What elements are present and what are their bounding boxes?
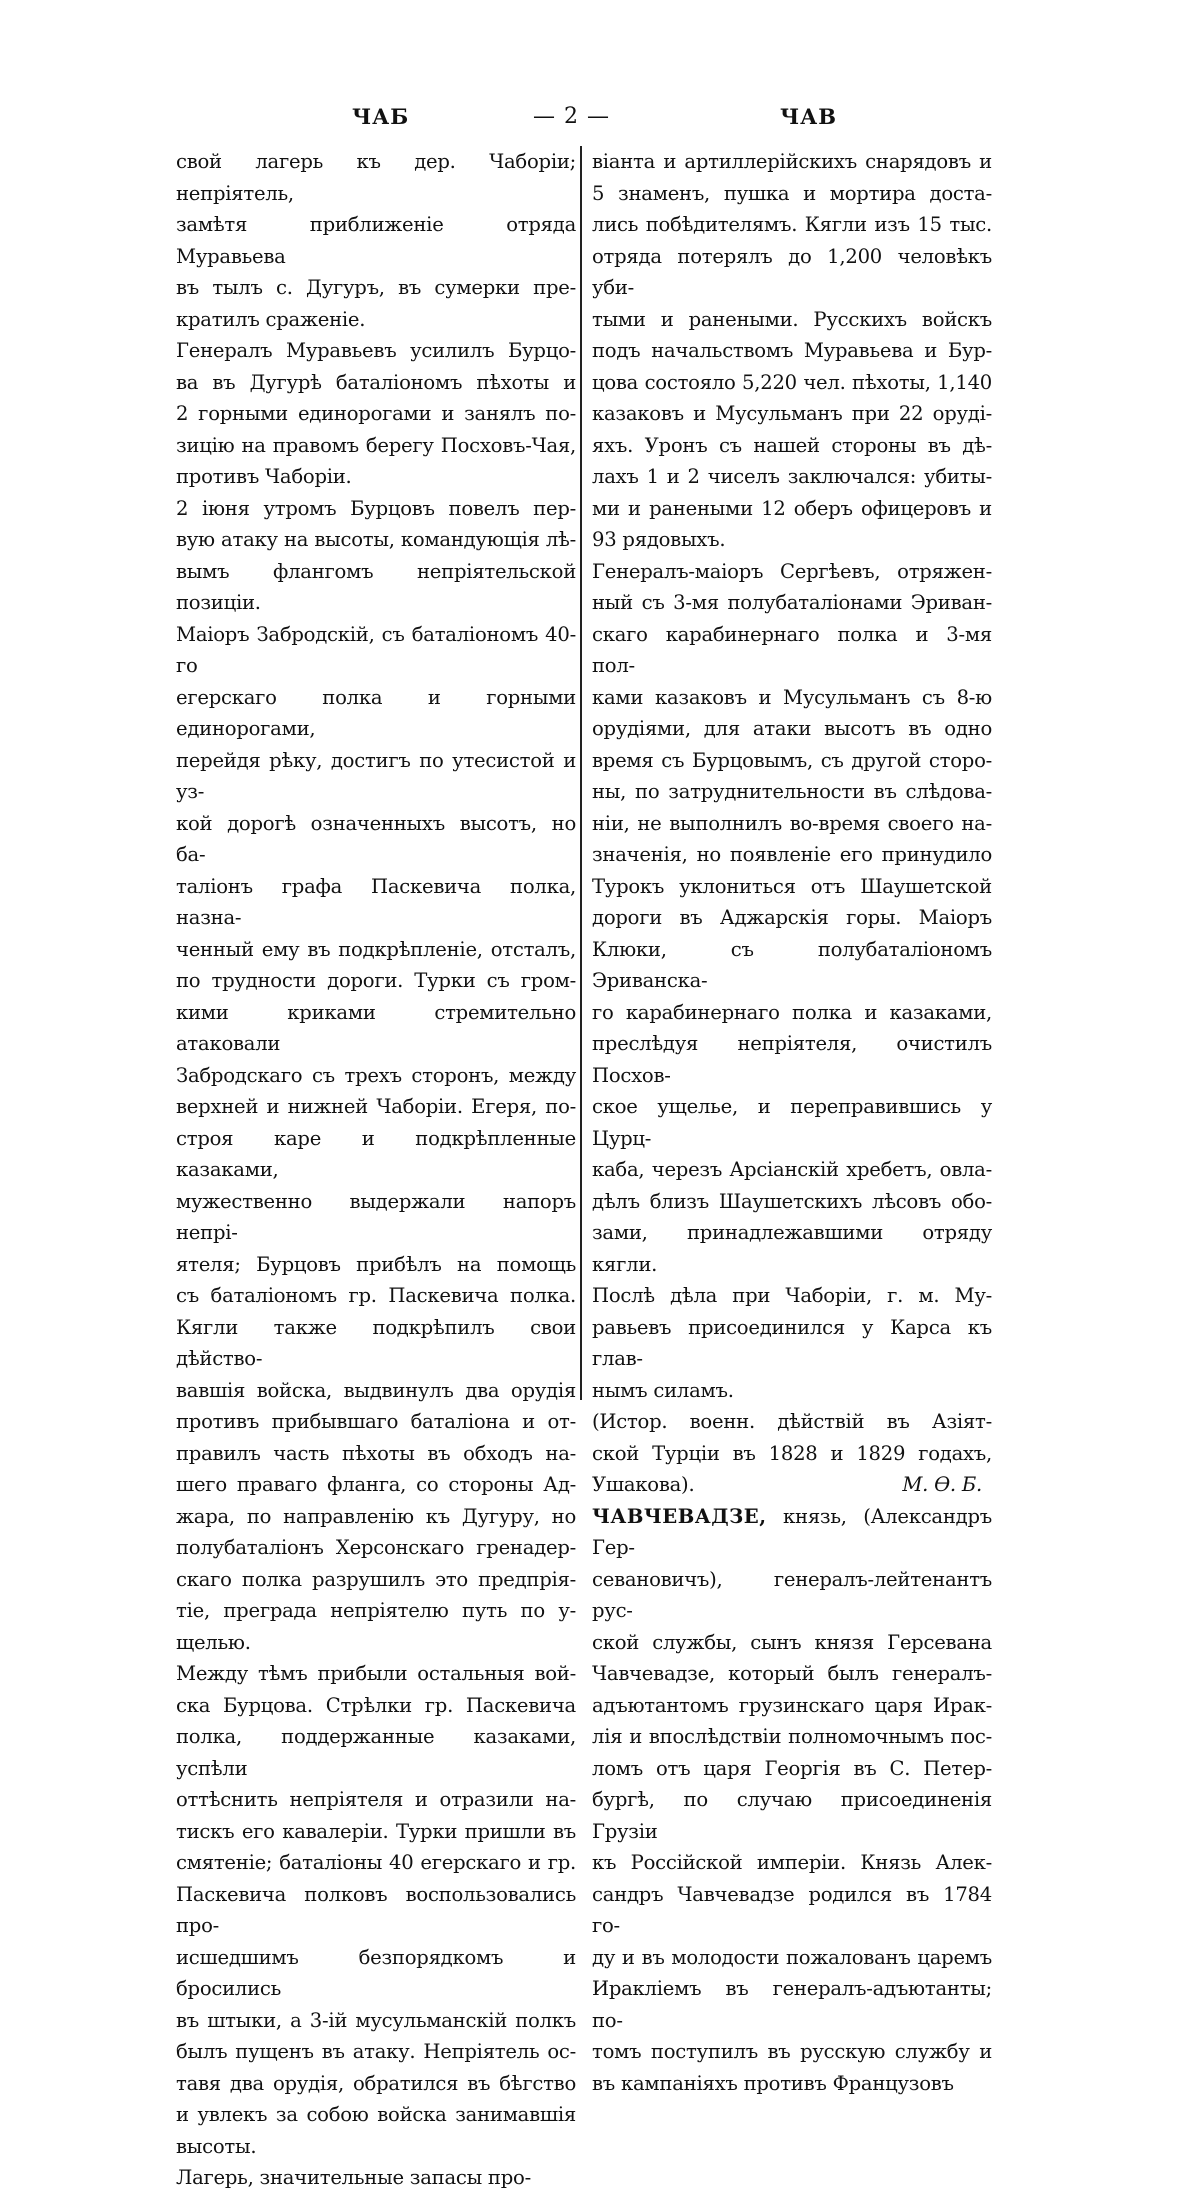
text-line: нымъ силамъ. (592, 1378, 734, 1402)
text-line: верхней и нижней Чаборіи. Егеря, по- (176, 1095, 576, 1118)
text-line: лись побѣдителямъ. Кягли изъ 15 тыс. (592, 213, 992, 236)
text-line: тыми и ранеными. Русскихъ войскъ (592, 307, 992, 331)
text-line: віанта и артиллерійскихъ снарядовъ и (592, 150, 992, 173)
text-line: вымъ флангомъ непріятельской позиціи. (176, 559, 576, 614)
text-line: орудіями, для атаки высотъ въ одно (592, 717, 992, 740)
text-line: ками казаковъ и Мусульманъ съ 8-ю (592, 685, 992, 709)
text-line: Клюки, съ полубаталіономъ Эриванска- (592, 937, 992, 992)
entry-headword-rest: князь, (Александръ Гер- (592, 1504, 992, 1559)
text-line: ска Бурцова. Стрѣлки гр. Паскевича (176, 1693, 576, 1717)
text-line: каба, черезъ Арсіанскій хребетъ, овла- (592, 1158, 992, 1181)
text-line: Иракліемъ въ генералъ-адъютанты; по- (592, 1977, 992, 2032)
text-line: вую атаку на высоты, командующія лѣ- (176, 528, 576, 551)
text-line: мужественно выдержали напоръ непрі- (176, 1189, 576, 1244)
text-line: противъ прибывшаго баталіона и от- (176, 1410, 576, 1433)
text-line: высоты. (176, 2134, 257, 2158)
text-line: ніи, не выполнилъ во-время своего на- (592, 811, 992, 835)
text-line: Между тѣмъ прибыли остальныя вой- (176, 1662, 576, 1685)
paragraph (176, 335, 576, 493)
text-line: ломъ отъ царя Георгія въ С. Петер- (592, 1756, 992, 1780)
text-line: севановичъ), генералъ-лейтенантъ рус- (592, 1567, 992, 1622)
citation-line (592, 1469, 992, 1501)
text-line: подъ начальствомъ Муравьева и Бур- (592, 339, 992, 362)
paragraph (592, 1280, 992, 1406)
text-line: равьевъ присоединился у Карса къ глав- (592, 1315, 992, 1370)
text-line: съ баталіономъ гр. Паскевича полка. (176, 1284, 576, 1307)
paragraph (176, 1658, 576, 2162)
text-line: лія и впослѣдствіи полномочнымъ пос- (592, 1725, 992, 1748)
text-line (592, 1501, 992, 1564)
text-line: ское ущелье, и переправившись у Цурц- (592, 1095, 992, 1150)
text-line: го карабинернаго полка и казаками, (592, 1000, 992, 1024)
text-line: вавшія войска, выдвинулъ два орудія (176, 1378, 576, 1402)
text-line: ду и въ молодости пожалованъ царемъ (592, 1945, 992, 1969)
left-column (176, 146, 576, 2194)
text-line: ской службы, сынъ князя Герсевана (592, 1630, 992, 1654)
text-line: Паскевича полковъ воспользовались про- (176, 1882, 576, 1937)
text-line: Генералъ Муравьевъ усилилъ Бурцо- (176, 339, 576, 362)
text-line: яхъ. Уронъ съ нашей стороны въ дѣ- (592, 433, 992, 457)
text-line: противъ Чаборіи. (176, 465, 352, 488)
text-line: по трудности дороги. Турки съ гром- (176, 969, 576, 992)
paragraph (592, 556, 992, 1281)
text-line: жара, по направленію къ Дугуру, но (176, 1504, 576, 1528)
text-line: шего праваго фланга, со стороны Ад- (176, 1473, 576, 1496)
paragraph (592, 146, 992, 556)
text-line: оттѣснить непріятеля и отразили на- (176, 1788, 576, 1811)
text-line: скаго карабинернаго полка и 3-мя пол- (592, 622, 992, 677)
running-head-right: ЧАВ (780, 104, 838, 129)
text-line: адъютантомъ грузинскаго царя Ирак- (592, 1693, 992, 1717)
text-line: ченный ему въ подкрѣпленіе, отсталъ, (176, 937, 576, 961)
text-line: время съ Бурцовымъ, съ другой сторо- (592, 748, 992, 772)
paragraph (176, 493, 576, 1659)
text-line: дѣлъ близъ Шаушетскихъ лѣсовъ обо- (592, 1189, 992, 1213)
paragraph (176, 2162, 576, 2194)
text-line: цова состояло 5,220 чел. пѣхоты, 1,140 (592, 370, 992, 394)
text-line: егерскаго полка и горными единорогами, (176, 685, 576, 740)
text-line: 2 горными единорогами и занялъ по- (176, 402, 576, 425)
text-line: кратилъ сраженіе. (176, 307, 366, 331)
text-line: смятеніе; баталіоны 40 егерскаго и гр. (176, 1851, 576, 1874)
text-line: кими криками стремительно атаковали (176, 1000, 576, 1055)
text-line: 93 рядовыхъ. (592, 528, 726, 551)
text-line: свой лагерь къ дер. Чаборіи; непріятель, (176, 150, 576, 205)
text-line: лахъ 1 и 2 чиселъ заключался: убиты- (592, 465, 992, 488)
text-line: къ Россійской имперіи. Князь Алек- (592, 1851, 992, 1874)
paragraph (592, 1501, 992, 2100)
text-line: зами, принадлежавшими отряду кягли. (592, 1221, 992, 1276)
text-line: Турокъ уклониться отъ Шаушетской (592, 874, 992, 898)
text-line: правилъ часть пѣхоты въ обходъ на- (176, 1441, 576, 1465)
text-line: замѣтя приближеніе отряда Муравьева (176, 213, 576, 268)
citation-author: Ушакова). (592, 1473, 695, 1496)
text-line: перейдя рѣку, достигъ по утесистой и уз- (176, 748, 576, 803)
text-line: въ кампаніяхъ противъ Французовъ (592, 2071, 954, 2095)
text-line: ный съ 3-мя полубаталіонами Эриван- (592, 591, 992, 614)
text-line: 2 іюня утромъ Бурцовъ повелъ пер- (176, 496, 576, 520)
author-signature: М. Ѳ. Б. (902, 1473, 982, 1496)
text-line: и увлекъ за собою войска занимавшія (176, 2103, 576, 2126)
text-line: казаковъ и Мусульманъ при 22 оруді- (592, 402, 992, 425)
text-line: ской Турціи въ 1828 и 1829 годахъ, (592, 1441, 992, 1465)
text-line: ны, по затруднительности въ слѣдова- (592, 780, 992, 803)
text-line: ва въ Дугурѣ баталіономъ пѣхоты и (176, 370, 576, 394)
text-line: строя каре и подкрѣпленные казаками, (176, 1126, 576, 1181)
text-line: дороги въ Аджарскія горы. Маіоръ (592, 906, 992, 929)
text-line: таліонъ графа Паскевича полка, назна- (176, 874, 576, 929)
text-line: тавя два орудія, обратился въ бѣгство (176, 2071, 576, 2095)
text-line: Лагерь, значительные запасы про- (176, 2166, 531, 2189)
running-head-left: ЧАБ (352, 104, 410, 129)
text-line: сандръ Чавчевадзе родился въ 1784 го- (592, 1882, 992, 1937)
text-line: щелью. (176, 1630, 251, 1654)
text-line: кой дорогѣ означенныхъ высотъ, но ба- (176, 811, 576, 866)
right-column (592, 146, 992, 2099)
text-line: значенія, но появленіе его принудило (592, 843, 992, 866)
column-divider (580, 146, 582, 1400)
paragraph (176, 146, 576, 335)
text-line: ми и ранеными 12 оберъ офицеровъ и (592, 496, 992, 520)
text-line: полубаталіонъ Херсонскаго гренадер- (176, 1536, 576, 1559)
page-number: — 2 — (533, 104, 610, 129)
text-line: преслѣдуя непріятеля, очистилъ Посхов- (592, 1032, 992, 1087)
text-line: тискъ его кавалеріи. Турки пришли въ (176, 1819, 576, 1843)
text-line: Послѣ дѣла при Чаборіи, г. м. Му- (592, 1284, 992, 1307)
text-line: скаго полка разрушилъ это предпрія- (176, 1567, 576, 1591)
text-line: полка, поддержанные казаками, успѣли (176, 1725, 576, 1780)
text-line: Кягли также подкрѣпилъ свои дѣйство- (176, 1315, 576, 1370)
text-line: былъ пущенъ въ атаку. Непріятель ос- (176, 2040, 576, 2063)
text-line: ятеля; Бурцовъ прибѣлъ на помощь (176, 1252, 576, 1276)
text-line: зицію на правомъ берегу Посховъ-Чая, (176, 433, 576, 457)
text-line: въ тылъ с. Дугуръ, въ сумерки пре- (176, 276, 576, 299)
text-line: бургѣ, по случаю присоединенія Грузіи (592, 1788, 992, 1843)
text-line: въ штыки, а 3-ій мусульманскій полкъ (176, 2008, 576, 2032)
text-line: отряда потерялъ до 1,200 человѣкъ уби- (592, 244, 992, 299)
text-line: Маіоръ Забродскій, съ баталіономъ 40-го (176, 622, 576, 677)
text-line: исшедшимъ безпорядкомъ и бросились (176, 1945, 576, 2000)
paragraph (592, 1406, 992, 1501)
text-line: томъ поступилъ въ русскую службу и (592, 2040, 992, 2063)
text-line: (Истор. военн. дѣйствій въ Азіят- (592, 1410, 992, 1433)
text-line: 5 знаменъ, пушка и мортира доста- (592, 181, 992, 205)
text-line: тіе, преграда непріятелю путь по у- (176, 1599, 576, 1622)
text-line: Генералъ-маіоръ Сергѣевъ, отряжен- (592, 559, 992, 583)
entry-headword: ЧАВЧЕВАДЗЕ, (592, 1504, 767, 1528)
text-line: Чавчевадзе, который былъ генералъ- (592, 1662, 992, 1685)
text-line: Забродскаго съ трехъ сторонъ, между (176, 1063, 576, 1087)
